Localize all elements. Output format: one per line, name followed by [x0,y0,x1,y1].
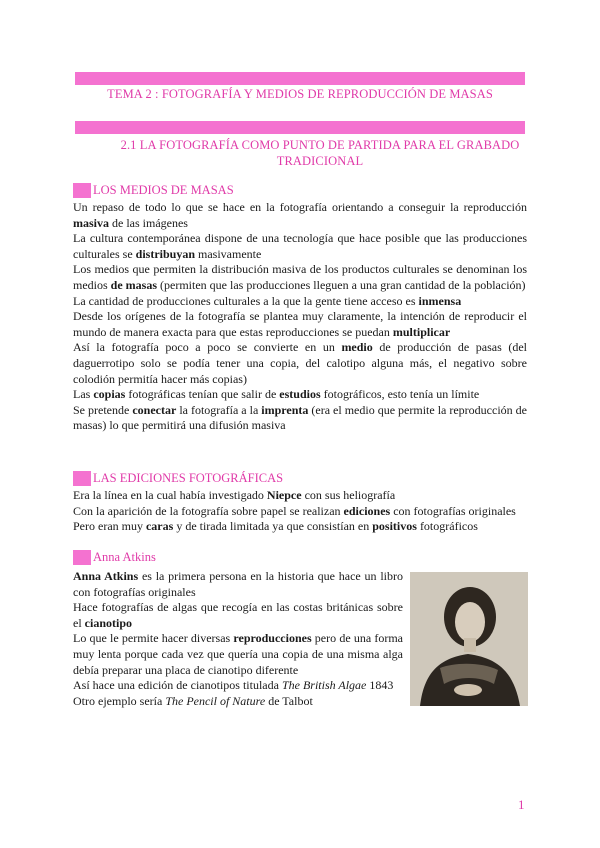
paragraph: Hace fotografías de algas que recogía en las costas británicas sobre el cianotipo [73,600,403,630]
paragraph: Un repaso de todo lo que se hace en la fotografía orientando a conseguir la reproducción masiva de las imágenes [73,200,527,230]
paragraph: Así la fotografía poco a poco se convierte en un medio de producción de pasas (del daguerrotipo solo se podía tener una copia, del calotipo alguna más, el negativo sobre colodión permitía hacer más copias) [73,340,527,386]
heading-medios-de-masas [73,183,234,198]
heading-text: LOS MEDIOS DE MASAS [93,183,234,197]
section-title-line2: TRADICIONAL [276,154,364,168]
heading-text: Anna Atkins [93,550,156,564]
heading-marker [73,471,91,486]
ediciones-body [73,488,527,535]
paragraph: Pero eran muy caras y de tirada limitada ya que consistían en positivos fotográficos [73,519,478,534]
section-title [100,137,540,169]
title-bar-second [75,121,525,134]
heading-marker [73,183,91,198]
heading-marker [73,550,91,565]
paragraph: La cantidad de producciones culturales a la que la gente tiene acceso es inmensa [73,293,462,308]
heading-text: LAS EDICIONES FOTOGRÁFICAS [93,471,284,485]
paragraph: Los medios que permiten la distribución masiva de los productos culturales se denominan los medios de masas (permiten que las producciones lleguen a una gran cantidad de la población) [73,262,527,292]
title-bar-top [75,72,525,85]
heading-ediciones-fotograficas [73,471,283,486]
paragraph: Con la aparición de la fotografía sobre papel se realizan ediciones con fotografías originales [73,503,516,518]
paragraph: Así hace una edición de cianotipos titulada The British Algae 1843 [73,678,394,693]
paragraph: Desde los orígenes de la fotografía se plantea muy claramente, la intención de reproducir el mundo de manera exacta para que estas reproducciones se puedan multiplicar [73,309,527,339]
paragraph: Anna Atkins es la primera persona en la historia que hace un libro con fotografías originales [73,569,403,599]
paragraph: Lo que le permite hacer diversas reproducciones pero de una forma muy lenta porque cada vez que quería una copia de una misma alga debía preparar una placa de cianotipo diferente [73,631,403,677]
heading-anna-atkins [73,550,156,565]
paragraph: Las copias fotográficas tenían que salir de estudios fotográficos, esto tenía un límite [73,387,480,402]
page-title: TEMA 2 : FOTOGRAFÍA Y MEDIOS DE REPRODUCCIÓN DE MASAS [107,87,493,101]
page-number: 1 [518,797,525,812]
medios-body [73,200,527,434]
paragraph: Se pretende conectar la fotografía a la imprenta (era el medio que permite la reproducción de masas) lo que permitirá una difusión masiva [73,402,527,433]
atkins-body [73,569,403,709]
section-title-line1: 2.1 LA FOTOGRAFÍA COMO PUNTO DE PARTIDA PARA EL GRABADO [120,138,520,152]
anna-atkins-portrait [410,572,528,706]
paragraph: Otro ejemplo sería The Pencil of Nature de Talbot [73,693,313,708]
paragraph: Era la línea en la cual había investigado Niepce con sus heliografía [73,488,396,502]
paragraph: La cultura contemporánea dispone de una tecnología que hace posible que las producciones culturales se distribuyan masivamente [73,231,527,261]
